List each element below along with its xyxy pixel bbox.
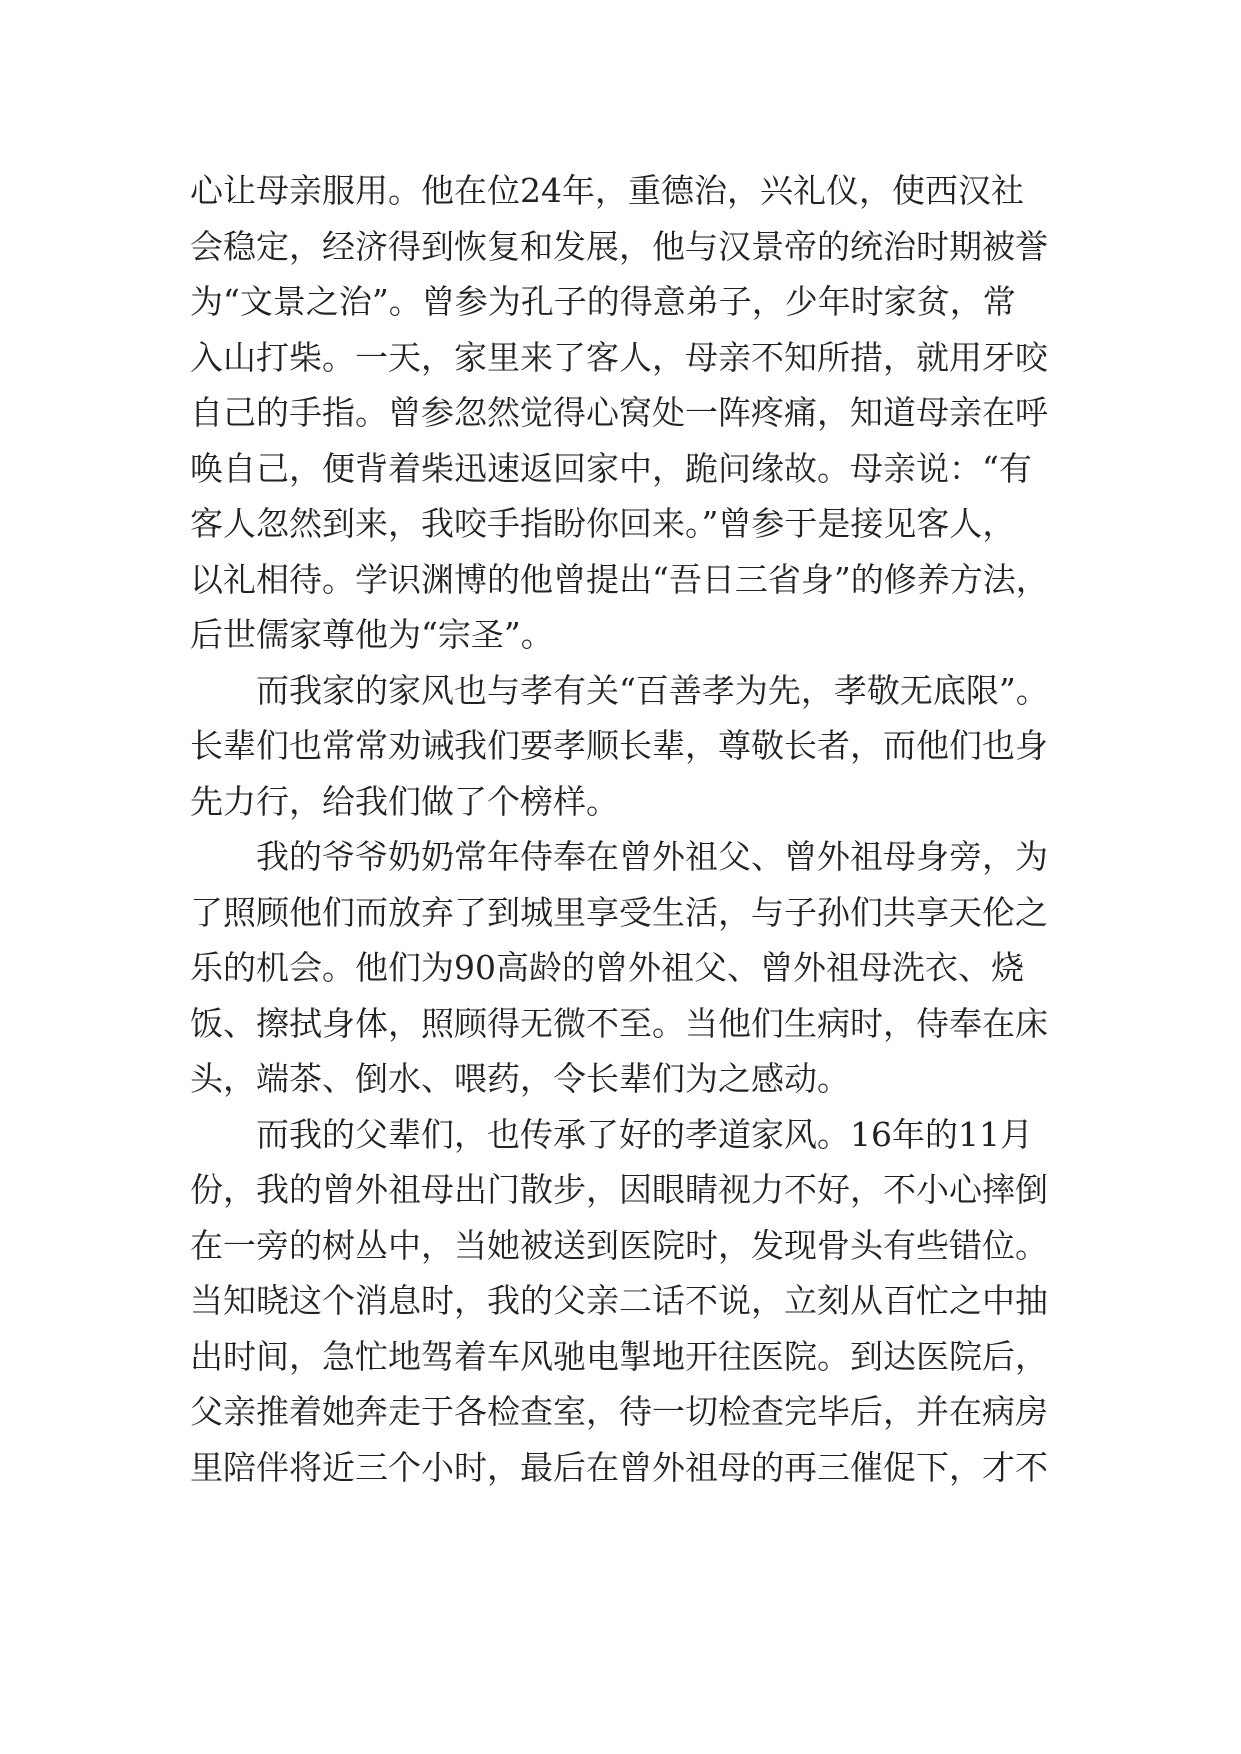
- text-line: 在一旁的树丛中，当她被送到医院时，发现骨头有些错位。: [190, 1225, 1048, 1265]
- paragraph-start-line: 而我的父辈们，也传承了好的孝道家风。16年的11月: [256, 1114, 1033, 1154]
- text-line: 饭、擦拭身体，照顾得无微不至。当他们生病时，侍奉在床: [190, 1003, 1048, 1043]
- text-line: 里陪伴将近三个小时，最后在曾外祖母的再三催促下，才不: [190, 1447, 1048, 1487]
- text-line: 为“文景之治”。曾参为孔子的得意弟子，少年时家贫，常: [190, 282, 1016, 321]
- document-body: [190, 163, 1060, 1495]
- text-line: 以礼相待。学识渊博的他曾提出“吾日三省身”的修养方法，: [190, 559, 1049, 599]
- text-line: 父亲推着她奔走于各检查室，待一切检查完毕后，并在病房: [190, 1392, 1048, 1431]
- text-line: 出时间，急忙地驾着车风驰电掣地开往医院。到达医院后，: [190, 1336, 1048, 1376]
- text-line: 乐的机会。他们为90高龄的曾外祖父、曾外祖母洗衣、烧: [190, 948, 1024, 987]
- text-line: 了照顾他们而放弃了到城里享受生活，与子孙们共享天伦之: [190, 892, 1048, 932]
- text-line: 当知晓这个消息时，我的父亲二话不说，立刻从百忙之中抽: [190, 1281, 1048, 1320]
- text-line: 会稳定，经济得到恢复和发展，他与汉景帝的统治时期被誉: [190, 226, 1048, 266]
- text-line: 唤自己，便背着柴迅速返回家中，跪问缘故。母亲说：“有: [190, 448, 1032, 488]
- text-line: 后世儒家尊他为“宗圣”。: [190, 615, 554, 654]
- text-line: 心让母亲服用。他在位24年，重德治，兴礼仪，使西汉社: [190, 171, 1024, 210]
- paragraph-start-line: 我的爷爷奶奶常年侍奉在曾外祖父、曾外祖母身旁，为: [256, 837, 1048, 876]
- text-line: 长辈们也常常劝诫我们要孝顺长辈，尊敬长者，而他们也身: [190, 726, 1048, 765]
- text-line: 先力行，给我们做了个榜样。: [190, 781, 619, 821]
- paragraph-start-line: 而我家的家风也与孝有关“百善孝为先，孝敬无底限”。: [256, 670, 1049, 710]
- text-line: 头，端茶、倒水、喂药，令长辈们为之感动。: [190, 1059, 850, 1098]
- text-line: 自己的手指。曾参忽然觉得心窝处一阵疼痛，知道母亲在呼: [190, 393, 1048, 432]
- text-line: 份，我的曾外祖母出门散步，因眼睛视力不好，不小心摔倒: [190, 1170, 1048, 1209]
- text-line: 客人忽然到来，我咬手指盼你回来。”曾参于是接见客人，: [190, 504, 1016, 543]
- text-line: 入山打柴。一天，家里来了客人，母亲不知所措，就用牙咬: [190, 337, 1048, 377]
